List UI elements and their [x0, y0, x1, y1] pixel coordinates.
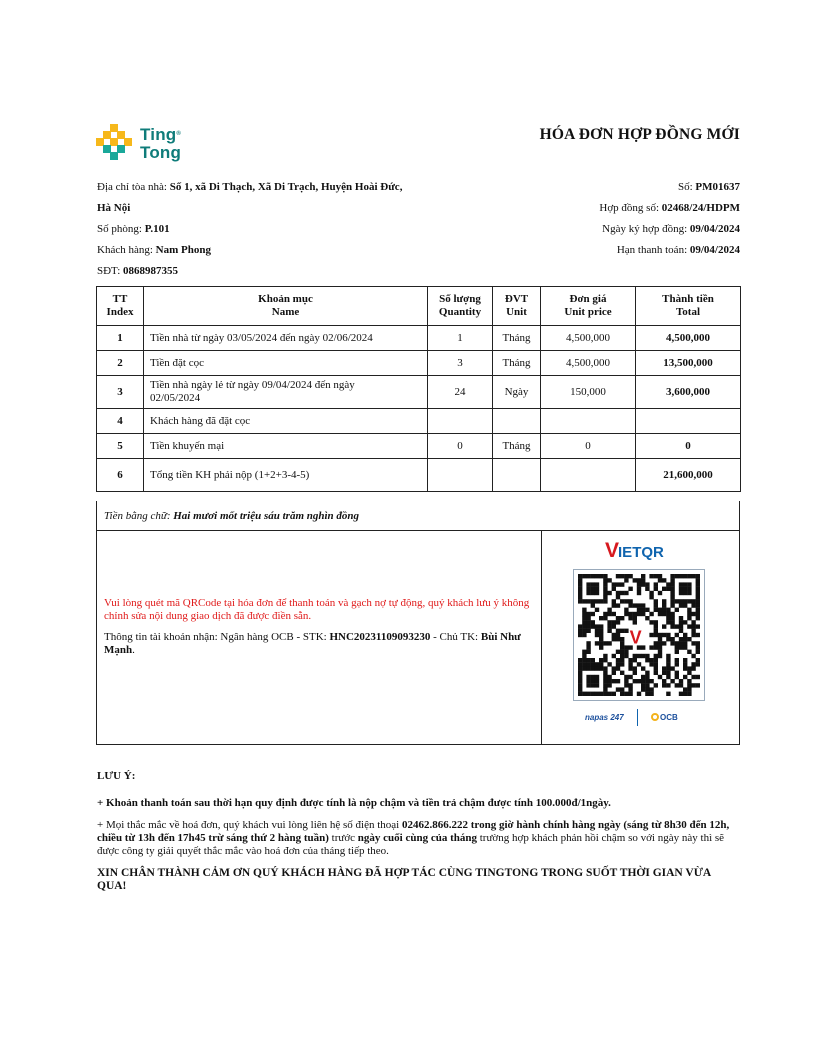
tingtong-logo: [96, 124, 196, 166]
logo-text: Ting® Tong: [140, 125, 182, 162]
address-line-2: Hà Nội: [97, 202, 131, 214]
payment-qr-code[interactable]: [573, 569, 705, 701]
table-row: 5 Tiền khuyến mại 0 Tháng 0 0: [97, 434, 741, 459]
qr-code-icon: [574, 570, 704, 700]
header-index: TT Index: [97, 287, 144, 326]
vietqr-panel: [573, 539, 709, 729]
address-line: Địa chỉ tòa nhà: Số 1, xã Di Thạch, Xã Di Trạch, Huyện Hoài Đức,: [97, 181, 403, 193]
payment-divider: [541, 531, 542, 744]
table-row: 2 Tiền đặt cọc 3 Tháng 4,500,000 13,500,000: [97, 351, 741, 376]
napas-logo: napas 247: [585, 713, 624, 722]
ocb-logo: OCB: [651, 713, 678, 722]
invoice-items-table: [96, 286, 741, 492]
qr-center-mark: V: [629, 627, 642, 648]
customer-line: Khách hàng: Nam Phong: [97, 244, 211, 256]
note-late-payment: + Khoản thanh toán sau thời hạn quy định được tính là nộp chậm và tiền trả chậm được tính 100.000đ/1ngày.: [97, 797, 611, 809]
phone-line: SĐT: 0868987355: [97, 265, 179, 277]
note-contact: + Mọi thắc mắc về hoá đơn, quý khách vui lòng liên hệ số điện thoại 02462.866.222 trong giờ hành chính hàng ngày (sáng từ 8h30 đến 12h, chiều từ 13h đến 17h45 trừ sáng thứ 2 hàng tuần) trước ngày cuối cùng của tháng trường hợp khách phản hồi chậm so với ngày này thì sẽ được công ty giải quyết thắc mắc vào hoá đơn của tháng tiếp theo.: [97, 819, 730, 857]
table-row: 4 Khách hàng đã đặt cọc: [97, 409, 741, 434]
thanks-message: XIN CHÂN THÀNH CẢM ƠN QUÝ KHÁCH HÀNG ĐÃ HỢP TÁC CÙNG TINGTONG TRONG SUỐT THỜI GIAN VỪA QUA!: [97, 867, 711, 892]
amount-in-words: Tiền bằng chữ: Hai mươi mốt triệu sáu trăm nghìn đồng: [96, 501, 740, 531]
table-row: 3 Tiền nhà ngày lẻ từ ngày 09/04/2024 đến ngày 02/05/2024 24 Ngày 150,000 3,600,000: [97, 376, 741, 409]
invoice-title: HÓA ĐƠN HỢP ĐỒNG MỚI: [539, 126, 740, 143]
header-unit: ĐVT Unit: [493, 287, 541, 326]
table-row: 6 Tổng tiền KH phải nộp (1+2+3-4-5) 21,600,000: [97, 459, 741, 492]
contract-number: Hợp đồng số: 02468/24/HDPM: [599, 202, 740, 214]
payment-section: [96, 531, 740, 745]
logo-separator: [637, 709, 638, 726]
room-line: Số phòng: P.101: [97, 223, 170, 235]
table-header-row: [97, 287, 741, 326]
notes-section: [97, 770, 742, 893]
account-info: Thông tin tài khoản nhận: Ngân hàng OCB - STK: HNC20231109093230 - Chủ TK: Bùi Như Mạnh.: [104, 631, 521, 656]
row3-name: Tiền nhà ngày lẻ từ ngày 09/04/2024 đến ngày 02/05/2024: [144, 376, 428, 409]
header-unit-price: Đơn giá Unit price: [541, 287, 636, 326]
table-row: 1 Tiền nhà từ ngày 03/05/2024 đến ngày 02/06/2024 1 Tháng 4,500,000 4,500,000: [97, 326, 741, 351]
invoice-number: Số: PM01637: [677, 181, 740, 193]
notes-heading: LƯU Ý:: [97, 770, 136, 782]
sign-date: Ngày ký hợp đồng: 09/04/2024: [602, 223, 740, 235]
qr-warning: Vui lòng quét mã QRCode tại hóa đơn để thanh toán và gạch nợ tự động, quý khách lưu ý không chỉnh sửa nội dung giao dịch đã được điền sẵn.: [104, 597, 530, 622]
due-date: Hạn thanh toán: 09/04/2024: [616, 244, 740, 256]
vietqr-logo: VIETQR: [605, 539, 664, 562]
logo-mark-icon: [96, 124, 138, 166]
header-quantity: Số lượng Quantity: [428, 287, 493, 326]
payment-instructions: [104, 597, 536, 665]
header-total: Thành tiền Total: [636, 287, 741, 326]
ocb-dot-icon: [651, 713, 659, 721]
header-name: Khoản mục Name: [144, 287, 428, 326]
